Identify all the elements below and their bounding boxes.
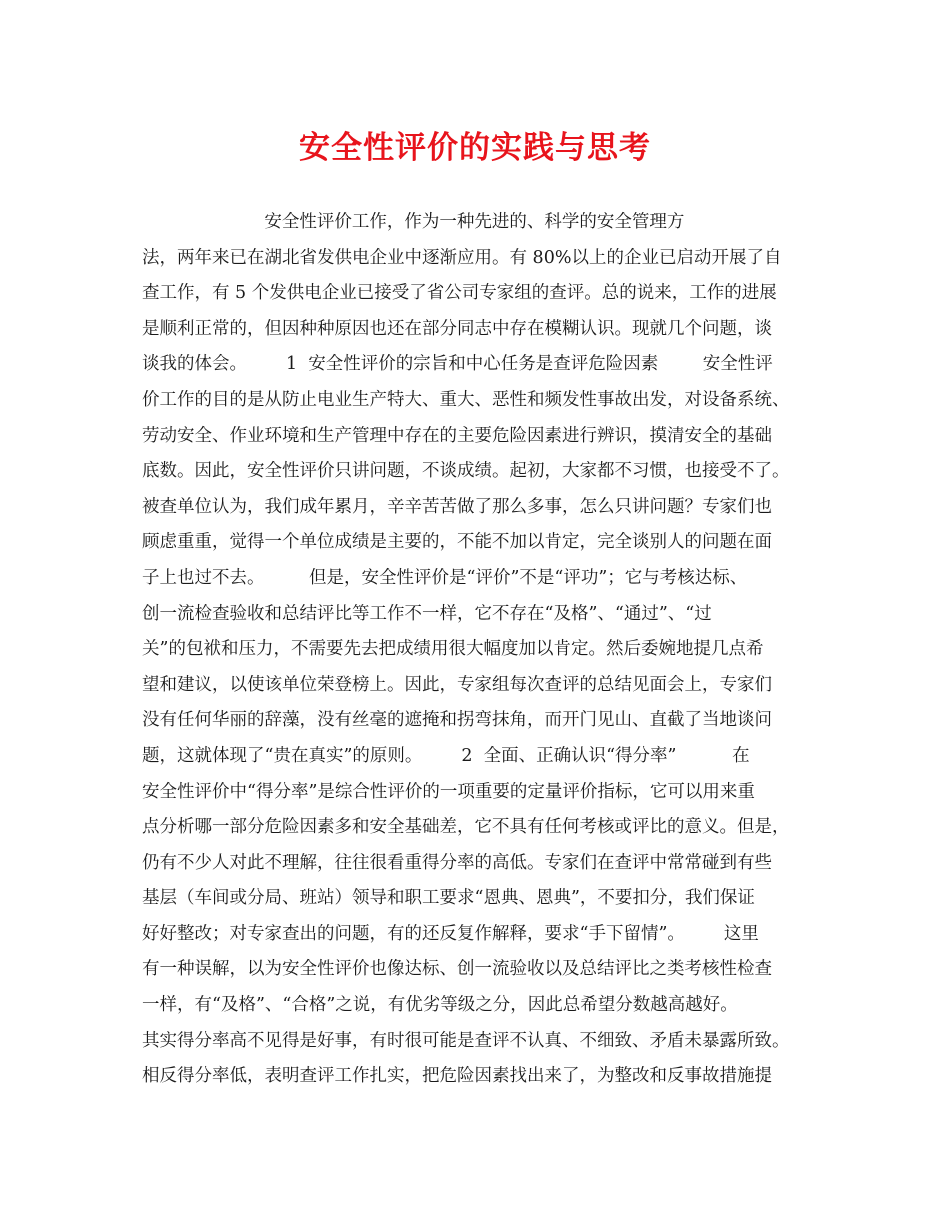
body-line: 关”的包袱和压力，不需要先去把成绩用很大幅度加以肯定。然后委婉地提几点希 [142, 639, 764, 660]
body-line: 安全性评价工作，作为一种先进的、科学的安全管理方 [142, 212, 685, 232]
body-line: 子上也过不去。 但是，安全性评价是“评价”不是“评功”；它与考核达标、 [142, 567, 748, 588]
body-line: 劳动安全、作业环境和生产管理中存在的主要危险因素进行辨识，摸清安全的基础 [142, 425, 772, 446]
body-line: 创一流检查验收和总结评比等工作不一样，它不存在“及格”、“通过”、“过 [142, 603, 712, 624]
body-line: 有一种误解，以为安全性评价也像达标、创一流验收以及总结评比之类考核性检查 [142, 959, 772, 980]
body-line: 价工作的目的是从防止电业生产特大、重大、恶性和频发性事故出发，对设备系统、 [142, 389, 790, 410]
body-line: 望和建议，以使该单位荣登榜上。因此，专家组每次查评的总结见面会上，专家们 [142, 674, 772, 695]
body-line: 顾虑重重，觉得一个单位成绩是主要的，不能不加以肯定，完全谈别人的问题在面 [142, 532, 772, 553]
body-line: 被查单位认为，我们成年累月，辛辛苦苦做了那么多事，怎么只讲问题？专家们也 [142, 496, 772, 517]
body-line: 安全性评价中“得分率”是综合性评价的一项重要的定量评价指标，它可以用来重 [142, 781, 755, 802]
body-line: 是顺利正常的，但因种种原因也还在部分同志中存在模糊认识。现就几个问题，谈 [142, 318, 772, 339]
body-line: 好好整改；对专家查出的问题，有的还反复作解释，要求“手下留情”。 这里 [142, 923, 759, 944]
body-line: 其实得分率高不见得是好事，有时很可能是查评不认真、不细致、矛盾未暴露所致。 [142, 1030, 790, 1051]
body-line: 仍有不少人对此不理解，往往很看重得分率的高低。专家们在查评中常常碰到有些 [142, 852, 772, 873]
body-line: 查工作，有 5 个发供电企业已接受了省公司专家组的查评。总的说来，工作的进展 [142, 283, 777, 304]
body-line: 底数。因此，安全性评价只讲问题，不谈成绩。起初，大家都不习惯，也接受不了。 [142, 461, 790, 482]
body-line: 题，这就体现了“贵在真实”的原则。 2 全面、正确认识“得分率” 在 [142, 745, 750, 766]
body-line: 一样，有“及格”、“合格”之说，有优劣等级之分，因此总希望分数越高越好。 [142, 995, 738, 1016]
body-line: 谈我的体会。 1 安全性评价的宗旨和中心任务是查评危险因素 安全性评 [142, 354, 773, 375]
body-line: 没有任何华丽的辞藻，没有丝毫的遮掩和拐弯抹角，而开门见山、直截了当地谈问 [142, 710, 772, 731]
body-line: 法，两年来已在湖北省发供电企业中逐渐应用。有 80%以上的企业已启动开展了自 [142, 247, 782, 268]
document-body [142, 205, 822, 1095]
body-line: 点分析哪一部分危险因素多和安全基础差，它不具有任何考核或评比的意义。但是， [142, 817, 790, 838]
body-line: 相反得分率低，表明查评工作扎实，把危险因素找出来了，为整改和反事故措施提 [142, 1066, 772, 1087]
body-line: 基层（车间或分局、班站）领导和职工要求“恩典、恩典”，不要扣分，我们保证 [142, 888, 755, 909]
document-title: 安全性评价的实践与思考 [299, 130, 651, 166]
